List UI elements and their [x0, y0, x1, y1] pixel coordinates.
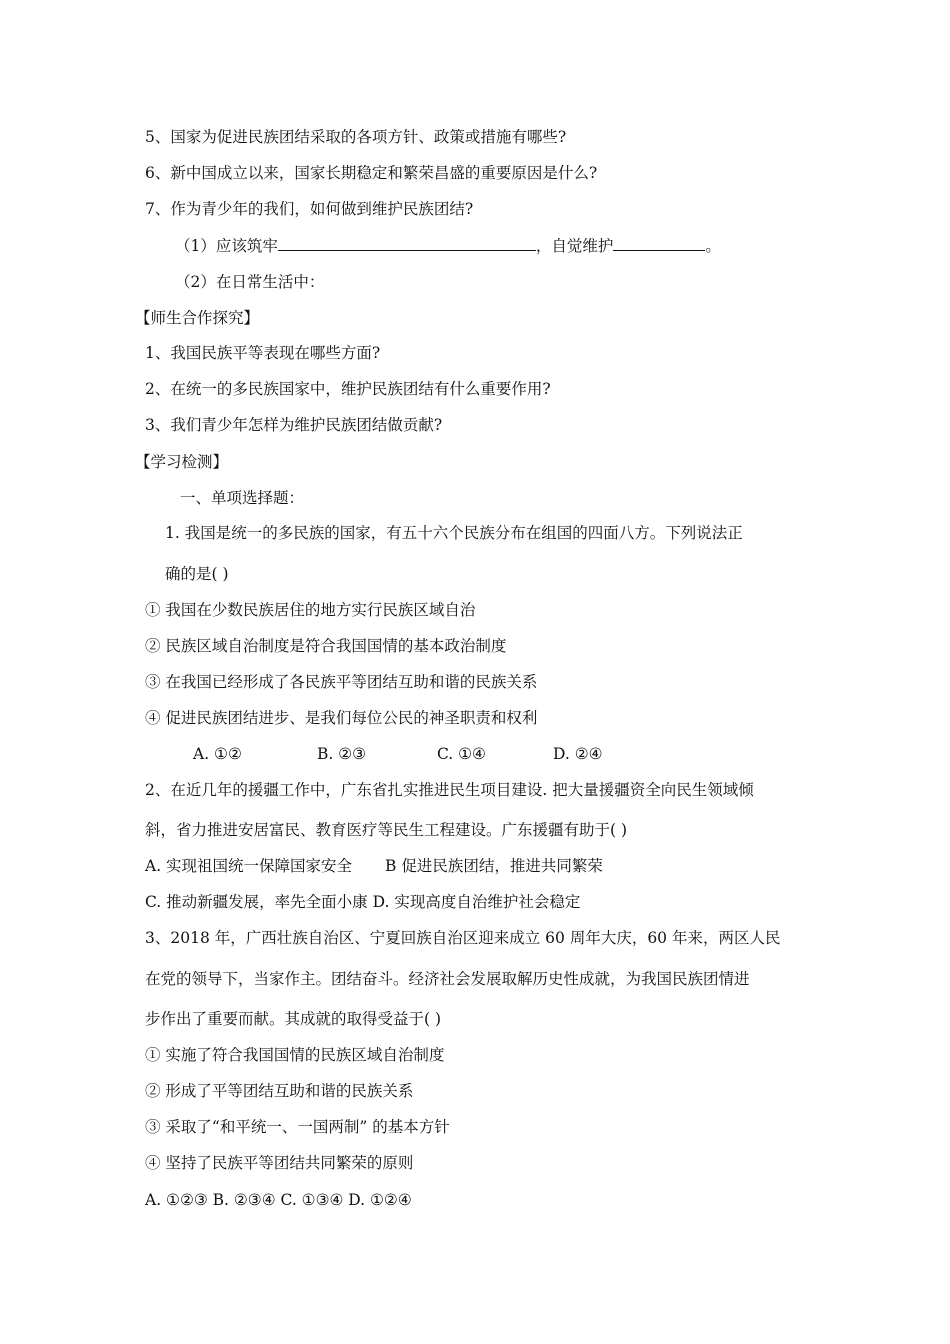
test-q3-line-2: 在党的领导下，当家作主。团结奋斗。经济社会发展取解历史性成就，为我国民族团情进	[145, 970, 750, 988]
question-7: 7、作为青少年的我们，如何做到维护民族团结?	[145, 200, 474, 218]
cooperation-item: 2、在统一的多民族国家中，维护民族团结有什么重要作用?	[145, 380, 551, 398]
q3-statement: ④ 坚持了民族平等团结共同繁荣的原则	[145, 1154, 414, 1172]
test-q2-line-2: 斜，省力推进安居富民、教育医疗等民生工程建设。广东援疆有助于( )	[145, 821, 628, 839]
test-q3-line-1: 3、2018 年，广西壮族自治区、宁夏回族自治区迎来成立 60 周年大庆，60 年来，两区人民	[145, 929, 781, 947]
cooperation-heading: 【师生合作探究】	[135, 309, 260, 327]
test-q1-line-2: 确的是( )	[165, 565, 229, 583]
question-5: 5、国家为促进民族团结采取的各项方针、政策或措施有哪些?	[145, 128, 567, 146]
question-7-part-1	[175, 235, 721, 257]
fill-blank-1[interactable]	[278, 235, 536, 251]
q1-option-a[interactable]: A. ①②	[193, 745, 242, 763]
q3-options[interactable]: A. ①②③ B. ②③④ C. ①③④ D. ①②④	[145, 1191, 412, 1209]
question-7-part-2: （2）在日常生活中：	[175, 273, 325, 291]
q3-statement: ① 实施了符合我国国情的民族区域自治制度	[145, 1046, 445, 1064]
q3-statement: ③ 采取了“和平统一、一国两制” 的基本方针	[145, 1118, 450, 1136]
part-1-suffix: 。	[705, 237, 721, 255]
q1-option-c[interactable]: C. ①④	[437, 745, 486, 763]
q3-statement: ② 形成了平等团结互助和谐的民族关系	[145, 1082, 414, 1100]
q1-statement: ① 我国在少数民族居住的地方实行民族区域自治	[145, 601, 476, 619]
q1-option-b[interactable]: B. ②③	[317, 745, 367, 763]
cooperation-item: 3、我们青少年怎样为维护民族团结做贡献?	[145, 416, 443, 434]
q1-option-d[interactable]: D. ②④	[553, 745, 603, 763]
question-6: 6、新中国成立以来，国家长期稳定和繁荣昌盛的重要原因是什么?	[145, 164, 598, 182]
cooperation-item: 1、我国民族平等表现在哪些方面?	[145, 344, 381, 362]
q1-statement: ② 民族区域自治制度是符合我国国情的基本政治制度	[145, 637, 507, 655]
fill-blank-2[interactable]	[613, 235, 705, 251]
test-q3-line-3: 步作出了重要而献。其成就的取得受益于( )	[145, 1010, 442, 1028]
test-q1-line-1: 1. 我国是统一的多民族的国家，有五十六个民族分布在组国的四面八方。下列说法正	[165, 524, 743, 542]
q1-statement: ③ 在我国已经形成了各民族平等团结互助和谐的民族关系	[145, 673, 538, 691]
q2-option-b[interactable]: B 促进民族团结，推进共同繁荣	[385, 857, 603, 875]
test-heading: 【学习检测】	[135, 453, 229, 471]
section-heading: 一、单项选择题：	[180, 489, 305, 507]
test-q2-line-1: 2、在近几年的援疆工作中，广东省扎实推进民生项目建设. 把大量援疆资全向民生领域倾	[145, 781, 754, 799]
part-1-prefix: （1）应该筑牢	[175, 237, 278, 255]
q2-option-a[interactable]: A. 实现祖国统一保障国家安全	[145, 857, 353, 875]
part-1-mid: ，自觉维护	[535, 237, 614, 255]
q1-statement: ④ 促进民族团结进步、是我们每位公民的神圣职责和权利	[145, 709, 538, 727]
q2-options-row-2[interactable]: C. 推动新疆发展，率先全面小康 D. 实现高度自治维护社会稳定	[145, 893, 581, 911]
